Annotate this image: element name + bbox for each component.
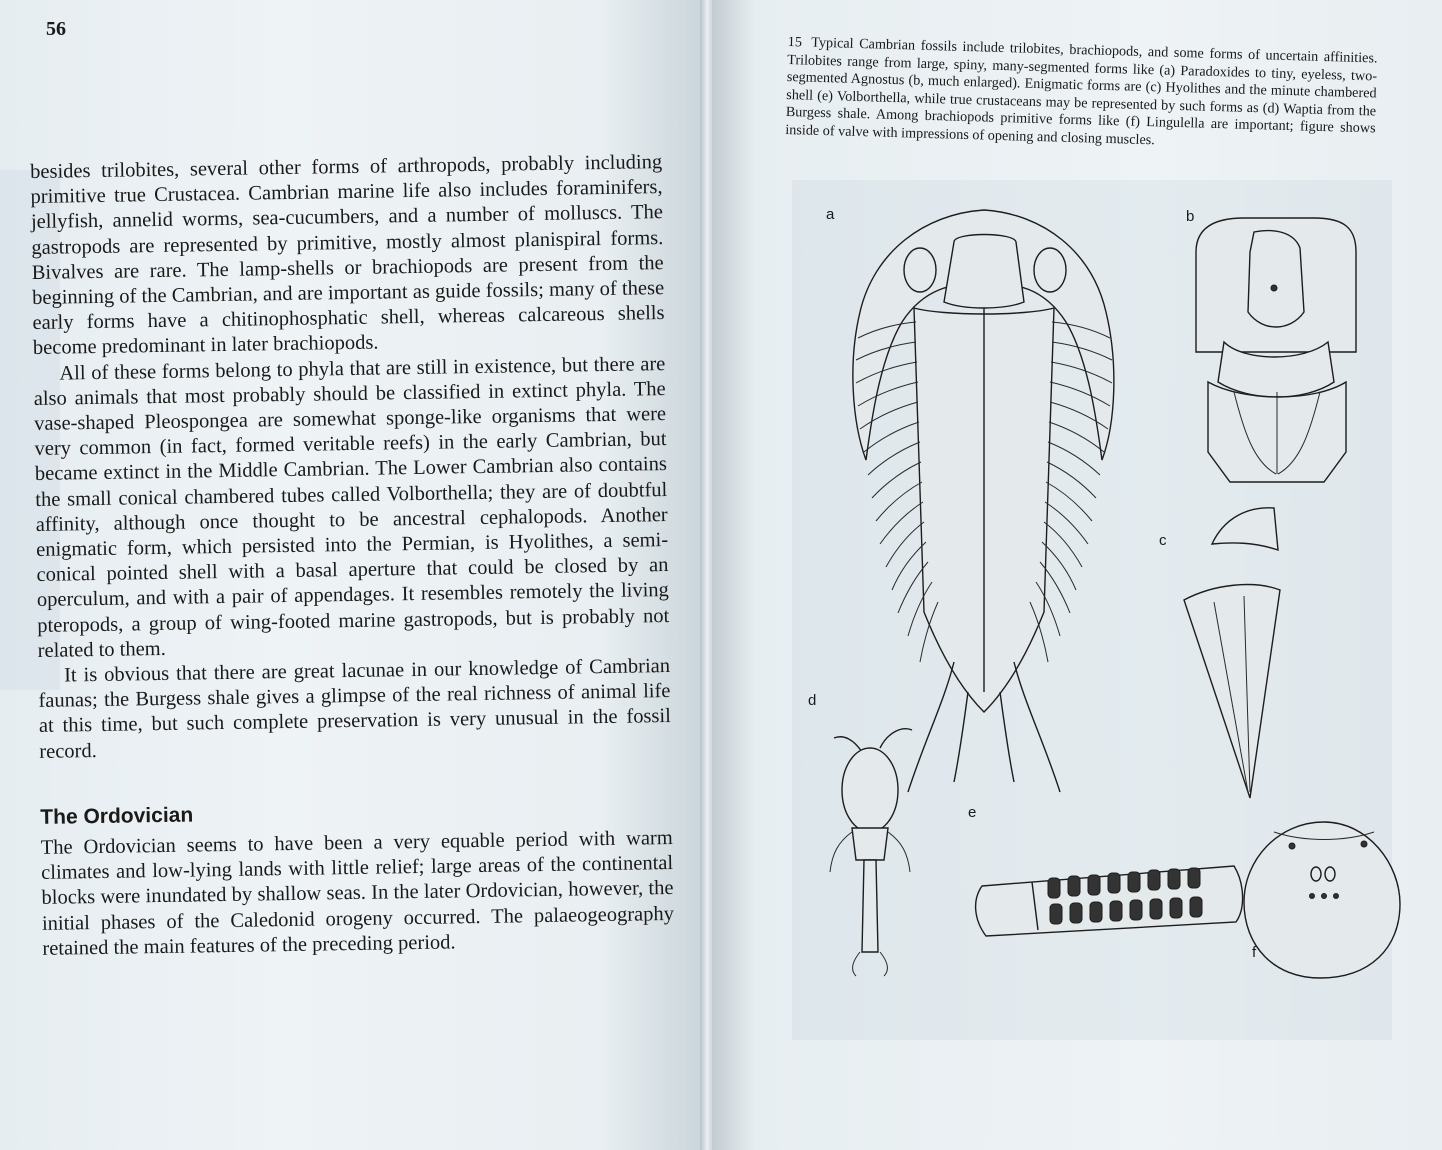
fossil-figure bbox=[804, 192, 1424, 992]
label-d: d bbox=[808, 692, 817, 709]
right-page bbox=[712, 0, 1442, 1150]
label-c: c bbox=[1159, 532, 1167, 549]
left-page bbox=[0, 0, 706, 1150]
waptia-drawing bbox=[830, 729, 912, 976]
paragraph-ordovician: The Ordovician seems to have been a very equable period with warm climates and low-lying lands with little relief; large areas of the continental blocks were inundated by shallow seas. In the later Ordovician, however, the initial phases of the Caledonid orogeny occurred. The palaeogeography retained the main features of the preceding period. bbox=[40, 827, 675, 960]
paragraph-2: All of these forms belong to phyla that are still in existence, but there are also animals that most probably should be classified in extinct phyla. The vase-shaped Pleospongea are somewhat sponge-like organisms that were very common (in fact, formed veritable reefs) in the early Cambrian, but became extinct in the Middle Cambrian. The Lower Cambrian also contains the small conical chambered tubes called Volborthella; they are of doubtful affinity, although once thought to be ancestral cephalopods. Another enigmatic form, which persisted into the Permian, is Hyolithes, a semi-conical pointed shell with a basal aperture that could be closed by an operculum, and with a pair of appendages. It resembles remotely the living pteropods, a group of wing-footed marine gastropods, but is probably not related to them. bbox=[33, 352, 670, 662]
section-heading-ordovician: The Ordovician bbox=[40, 803, 194, 829]
fossil-illustrations bbox=[804, 192, 1424, 992]
label-e: e bbox=[968, 804, 977, 821]
body-text bbox=[30, 150, 675, 962]
figure-number: 15 bbox=[787, 34, 803, 51]
label-a: a bbox=[826, 206, 835, 223]
volborthella-drawing bbox=[976, 866, 1243, 936]
lingulella-drawing bbox=[1244, 822, 1400, 978]
label-b: b bbox=[1186, 208, 1195, 225]
agnostus-drawing bbox=[1196, 218, 1356, 482]
caption-text: Typical Cambrian fossils include trilobites, brachiopods, and some forms of uncertain affinities. Trilobites range from large, spiny, many-segmented forms like (a) Paradoxides to tiny, eyeless, two-segmented Agnostus (b, much enlarged). Enigmatic forms are (c) Hyolithes and the minute chambered shell (e) Volborthella, while true crustaceans may be represented by such forms as (d) Waptia from the Burgess shale. Among brachiopods primitive forms like (f) Lingulella are important; figure shows inside of valve with impressions of opening and closing muscles. bbox=[785, 34, 1378, 148]
page-number: 56 bbox=[46, 18, 66, 40]
label-f: f bbox=[1252, 944, 1257, 961]
figure-caption bbox=[785, 34, 1378, 155]
hyolithes-drawing bbox=[1184, 508, 1280, 798]
paradoxides-trilobite-drawing bbox=[853, 210, 1114, 792]
paragraph-1: besides trilobites, several other forms of arthropods, probably including primitive true Crustacea. Cambrian marine life also includes foraminifers, jellyfish, annelid worms, sea-cucumbers, and a number of molluscs. The gastropods are represented by primitive, mostly almost planispiral forms. Bivalves are rare. The lamp-shells or brachiopods are present from the beginning of the Cambrian, and are important as guide fossils; many of these early forms have a chitinophosphatic shell, whereas calcareous shells become predominant in later brachiopods. bbox=[30, 151, 665, 360]
paragraph-3: It is obvious that there are great lacunae in our knowledge of Cambrian faunas; the Burgess shale gives a glimpse of the real richness of animal life at this time, but such complete preservation is very unusual in the fossil record. bbox=[38, 655, 671, 763]
